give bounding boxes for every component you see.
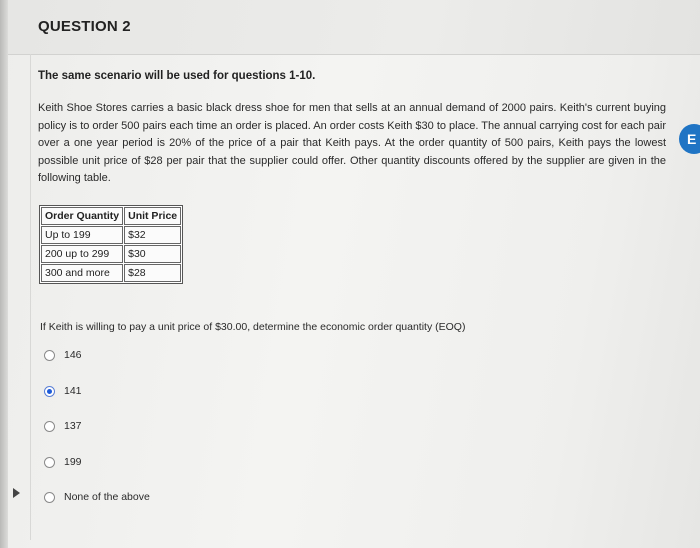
cell-quantity: Up to 199 xyxy=(41,226,123,244)
table-row xyxy=(41,226,181,244)
option-label: 199 xyxy=(64,456,82,468)
discount-table xyxy=(39,205,183,284)
option-label: 141 xyxy=(64,385,82,397)
answer-option-141[interactable] xyxy=(44,385,82,397)
radio-button[interactable] xyxy=(44,492,55,503)
answer-option-146[interactable] xyxy=(44,349,82,361)
radio-button[interactable] xyxy=(44,350,55,361)
cell-price: $32 xyxy=(124,226,181,244)
scenario-note: The same scenario will be used for questions 1-10. xyxy=(38,70,316,82)
option-label: 146 xyxy=(64,349,82,361)
table-row xyxy=(41,264,181,282)
radio-button[interactable] xyxy=(44,421,55,432)
table-header-row xyxy=(41,207,181,225)
question-title: QUESTION 2 xyxy=(38,18,131,35)
play-arrow-icon[interactable] xyxy=(13,488,20,498)
radio-button-selected[interactable] xyxy=(44,386,55,397)
table-row xyxy=(41,245,181,263)
answer-option-none[interactable] xyxy=(44,491,150,503)
header-order-quantity: Order Quantity xyxy=(41,207,123,225)
cell-price: $30 xyxy=(124,245,181,263)
scenario-paragraph: Keith Shoe Stores carries a basic black dress shoe for men that sells at an annual demand of 2000 pairs. Keith's current buying policy is to order 500 pairs each time an order is placed. An order costs Keith $30 to place. The annual carrying cost for each pair over a one year period is 20% of the price of a pair that Keith pays. At the order quantity of 500 pairs, Keith pays the lowest possible unit price of $28 per pair that the supplier could offer. Other quantity discounts offered by the supplier are given in the following table. xyxy=(38,102,666,185)
header-unit-price: Unit Price xyxy=(124,207,181,225)
cell-price: $28 xyxy=(124,264,181,282)
side-badge-icon[interactable]: E xyxy=(679,124,700,154)
question-prompt: If Keith is willing to pay a unit price of $30.00, determine the economic order quantity (EOQ) xyxy=(40,321,466,333)
answer-option-137[interactable] xyxy=(44,420,82,432)
cell-quantity: 200 up to 299 xyxy=(41,245,123,263)
cell-quantity: 300 and more xyxy=(41,264,123,282)
option-label: 137 xyxy=(64,420,82,432)
radio-button[interactable] xyxy=(44,457,55,468)
answer-option-199[interactable] xyxy=(44,456,82,468)
option-label: None of the above xyxy=(64,491,150,503)
left-edge xyxy=(0,0,8,548)
